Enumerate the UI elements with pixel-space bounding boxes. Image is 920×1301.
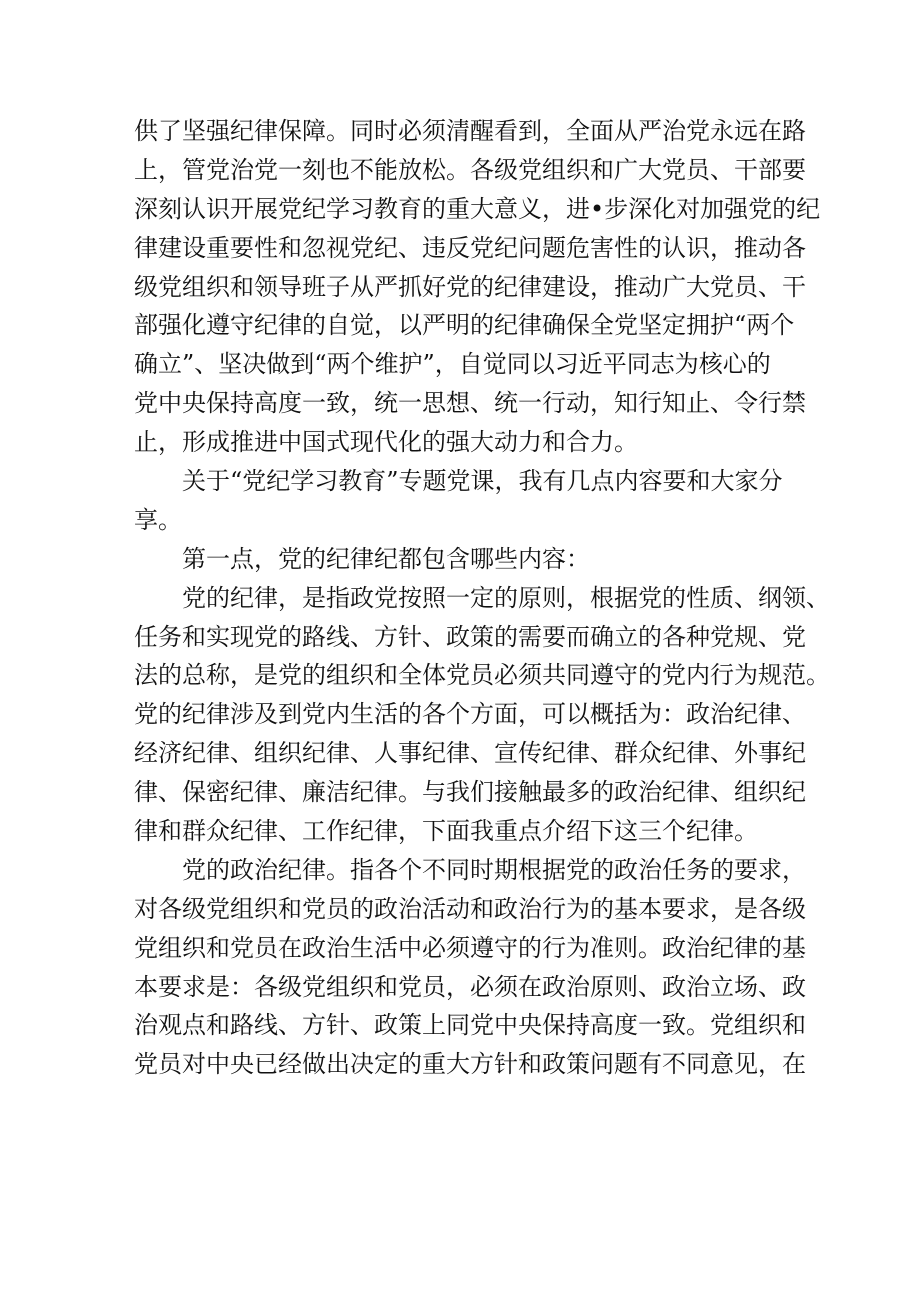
text-line: 对各级党组织和党员的政治活动和政治行为的基本要求，是各级 <box>134 894 806 923</box>
text-line: 确立”、坚决做到“两个维护”，自觉同以习近平同志为核心的 <box>134 350 771 379</box>
text-line: 律、保密纪律、廉洁纪律。与我们接触最多的政治纪律、组织纪 <box>134 778 806 807</box>
text-line: 级党组织和领导班子从严抓好党的纪律建设，推动广大党员、干 <box>134 272 806 301</box>
paragraph-first-line: 党的纪律，是指政党按照一定的原则，根据党的性质、纲领、 <box>182 583 830 612</box>
paragraph-first-line: 党的政治纪律。指各个不同时期根据党的政治任务的要求， <box>182 855 806 884</box>
text-line: 深刻认识开展党纪学习教育的重大意义，进•步深化对加强党的纪 <box>134 194 821 223</box>
paragraph-first-line: 关于“党纪学习教育”专题党课，我有几点内容要和大家分 <box>182 467 783 496</box>
text-line: 任务和实现党的路线、方针、政策的需要而确立的各种党规、党 <box>134 622 806 651</box>
text-line: 供了坚强纪律保障。同时必须清醒看到，全面从严治党永远在路 <box>134 117 806 145</box>
text-line: 止，形成推进中国式现代化的强大动力和合力。 <box>134 428 638 457</box>
text-line: 经济纪律、组织纪律、人事纪律、宣传纪律、群众纪律、外事纪 <box>134 739 806 768</box>
text-line: 律和群众纪律、工作纪律，下面我重点介绍下这三个纪律。 <box>134 817 758 846</box>
text-line: 本要求是：各级党组织和党员，必须在政治原则、政治立场、政 <box>134 972 806 1001</box>
text-line: 党中央保持高度一致，统一思想、统一行动，知行知止、令行禁 <box>134 389 806 418</box>
text-line: 上，管党治党一刻也不能放松。各级党组织和广大党员、干部要 <box>134 155 806 184</box>
document-body <box>134 112 830 1084</box>
text-line: 党员对中央已经做出决定的重大方针和政策问题有不同意见，在 <box>134 1050 806 1079</box>
text-line: 法的总称，是党的组织和全体党员必须共同遵守的党内行为规范。 <box>134 661 830 690</box>
text-line: 部强化遵守纪律的自觉，以严明的纪律确保全党坚定拥护“两个 <box>134 311 795 340</box>
section-heading: 第一点，党的纪律纪都包含哪些内容： <box>182 544 590 573</box>
text-line: 律建设重要性和忽视党纪、违反党纪问题危害性的认识，推动各 <box>134 233 806 262</box>
text-line: 党的纪律涉及到党内生活的各个方面，可以概括为：政治纪律、 <box>134 700 806 729</box>
text-line: 治观点和路线、方针、政策上同党中央保持高度一致。党组织和 <box>134 1011 806 1040</box>
text-line: 党组织和党员在政治生活中必须遵守的行为准则。政治纪律的基 <box>134 933 806 962</box>
text-line: 享。 <box>134 505 182 534</box>
